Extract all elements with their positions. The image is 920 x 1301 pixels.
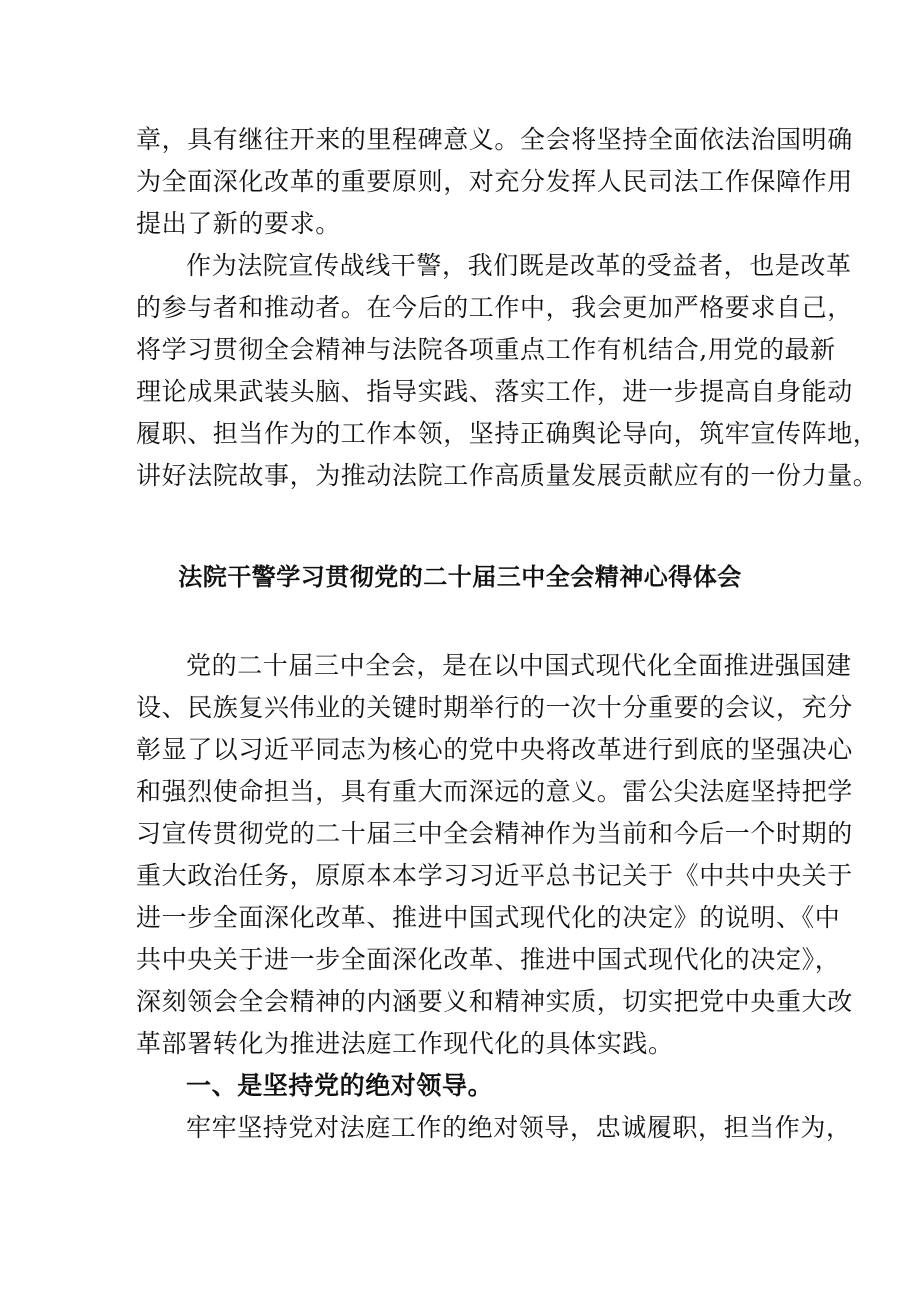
article-title: 法院干警学习贯彻党的二十届三中全会精神心得体会: [178, 562, 742, 591]
paragraph-line: 的参与者和推动者。在今后的工作中，我会更加严格要求自己，: [136, 293, 853, 322]
paragraph-line: 共中央关于进一步全面深化改革、推进中国式现代化的决定》，: [136, 945, 841, 974]
paragraph-line: 深刻领会全会精神的内涵要义和精神实质，切实把党中央重大改: [136, 987, 853, 1016]
paragraph-line: 理论成果武装头脑、指导实践、落实工作，进一步提高自身能动: [136, 377, 853, 406]
paragraph-line: 重大政治任务，原原本本学习习近平总书记关于《中共中央关于: [136, 861, 853, 890]
paragraph-line: 彰显了以习近平同志为核心的党中央将改革进行到底的坚强决心: [136, 735, 853, 764]
section-heading: 一、是坚持党的绝对领导。: [186, 1071, 494, 1100]
paragraph-line: 设、民族复兴伟业的关键时期举行的一次十分重要的会议，充分: [136, 693, 853, 722]
paragraph-line: 和强烈使命担当，具有重大而深远的意义。雷公尖法庭坚持把学: [136, 777, 853, 806]
paragraph-line: 履职、担当作为的工作本领，坚持正确舆论导向，筑牢宣传阵地，: [136, 419, 879, 448]
paragraph-line: 提出了新的要求。: [136, 209, 341, 238]
paragraph-line: 习宣传贯彻党的二十届三中全会精神作为当前和今后一个时期的: [136, 819, 853, 848]
paragraph-line: 牢牢坚持党对法庭工作的绝对领导，忠诚履职，担当作为，: [186, 1113, 852, 1142]
paragraph-line: 作为法院宣传战线干警，我们既是改革的受益者，也是改革: [186, 251, 852, 280]
paragraph-line: 章，具有继往开来的里程碑意义。全会将坚持全面依法治国明确: [136, 125, 853, 154]
paragraph-line: 党的二十届三中全会，是在以中国式现代化全面推进强国建: [186, 651, 852, 680]
paragraph-line: 将学习贯彻全会精神与法院各项重点工作有机结合,用党的最新: [136, 335, 836, 364]
paragraph-line: 为全面深化改革的重要原则，对充分发挥人民司法工作保障作用: [136, 167, 853, 196]
paragraph-line: 进一步全面深化改革、推进中国式现代化的决定》的说明、《中: [136, 903, 841, 932]
paragraph-line: 讲好法院故事，为推动法院工作高质量发展贡献应有的一份力量。: [136, 461, 879, 490]
paragraph-line: 革部署转化为推进法庭工作现代化的具体实践。: [136, 1029, 674, 1058]
